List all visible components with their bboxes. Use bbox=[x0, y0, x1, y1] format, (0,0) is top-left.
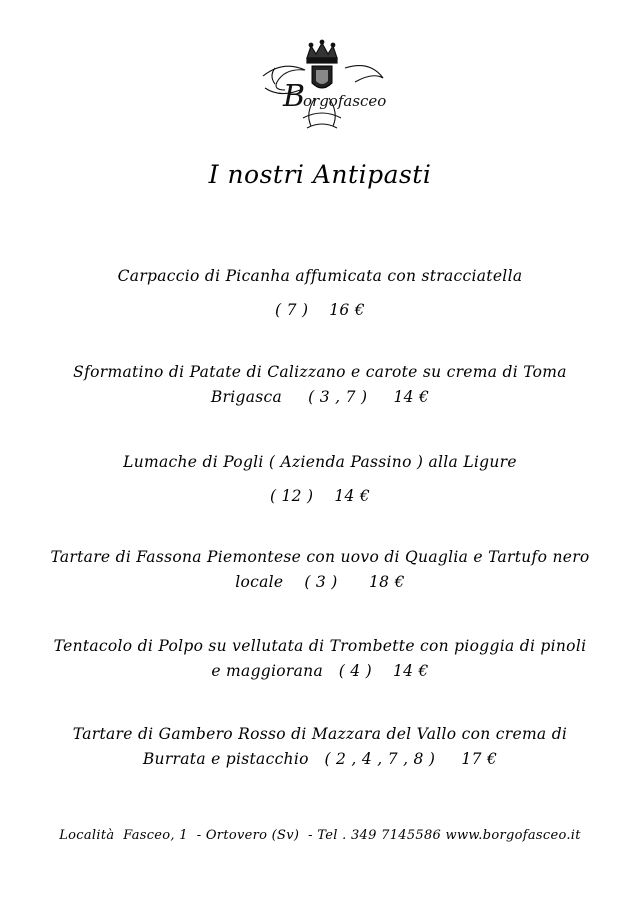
dish-price: 16 € bbox=[329, 301, 365, 319]
dish-price: 14 € bbox=[334, 487, 371, 505]
dish-price: 14 € bbox=[393, 388, 430, 406]
dish-price: 17 € bbox=[461, 750, 498, 768]
dish-name: Tentacolo di Polpo su vellutata di Trombette con pioggia di pinoli e maggiorana bbox=[53, 637, 587, 680]
crown-icon bbox=[307, 40, 337, 63]
menu-title: I nostri Antipasti bbox=[208, 160, 432, 189]
dish-item bbox=[50, 450, 590, 509]
dish-name: Tartare di Fassona Piemontese con uovo di Quaglia e Tartufo nero locale bbox=[50, 548, 590, 591]
dish-allergens: ( 3 ) bbox=[304, 573, 338, 591]
dish-allergens: ( 7 ) bbox=[275, 301, 309, 319]
dish-allergens: ( 12 ) bbox=[269, 487, 314, 505]
dish-name: Carpaccio di Picanha affumicata con stracciatella bbox=[117, 267, 523, 285]
dish-item bbox=[50, 360, 590, 410]
dish-name: Sformatino di Patate di Calizzano e carote su crema di Toma Brigasca bbox=[73, 363, 567, 406]
dish-item bbox=[50, 634, 590, 684]
dish-item bbox=[50, 545, 590, 595]
dish-name: Lumache di Pogli ( Azienda Passino ) alla Ligure bbox=[123, 453, 517, 471]
footer-contact: Località Fasceo, 1 - Ortovero (Sv) - Tel . 349 7145586 www.borgofasceo.it bbox=[59, 828, 581, 843]
dish-price: 14 € bbox=[392, 662, 429, 680]
dish-allergens: ( 2 , 4 , 7 , 8 ) bbox=[324, 750, 436, 768]
svg-text:orgofasceo: orgofasceo bbox=[303, 92, 387, 110]
dish-name: Tartare di Gambero Rosso di Mazzara del Vallo con crema di Burrata e pistacchio bbox=[72, 725, 568, 768]
dish-allergens: ( 3 , 7 ) bbox=[308, 388, 368, 406]
svg-text:B: B bbox=[283, 79, 306, 114]
dish-item bbox=[50, 264, 590, 323]
dish-price: 18 € bbox=[369, 573, 405, 591]
dish-allergens: ( 4 ) bbox=[338, 662, 373, 680]
dish-item bbox=[50, 722, 590, 772]
restaurant-logo bbox=[255, 38, 390, 138]
